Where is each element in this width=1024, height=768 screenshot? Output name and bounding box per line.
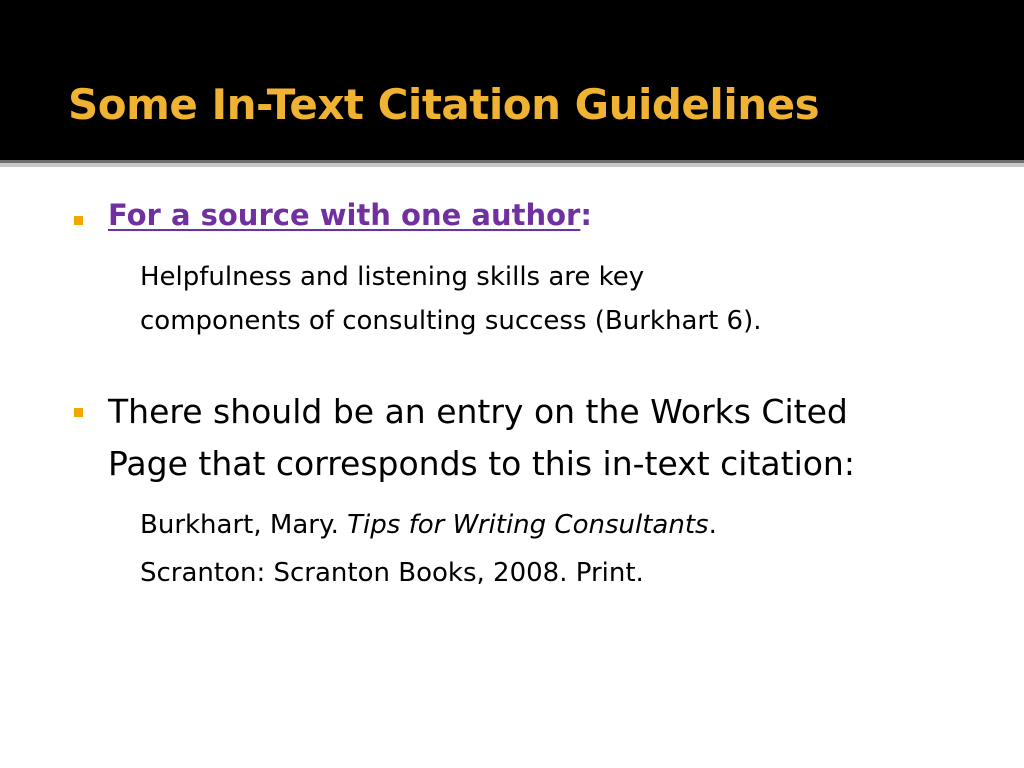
citation-period: . [708, 510, 717, 540]
example-line-2: components of consulting success (Burkhart 6). [140, 306, 762, 336]
example-line-1: Helpfulness and listening skills are key [140, 262, 645, 292]
citation-author: Burkhart, Mary. [140, 510, 348, 540]
heading-colon: : [580, 198, 592, 232]
citation-line-2: Scranton: Scranton Books, 2008. Print. [140, 558, 644, 588]
title-bar [0, 0, 1024, 160]
citation-line-1 [140, 503, 717, 547]
bullet-marker-1 [74, 216, 83, 225]
bullet-2-line-2: Page that corresponds to this in-text citation: [108, 444, 855, 483]
citation-title: Tips for Writing Consultants [347, 510, 709, 540]
slide-title: Some In-Text Citation Guidelines [68, 80, 820, 129]
bullet-2-line-1: There should be an entry on the Works Cited [108, 392, 848, 431]
bullet-marker-2 [74, 408, 83, 417]
one-author-link[interactable]: For a source with one author [108, 198, 581, 232]
title-divider-light [0, 163, 1024, 167]
bullet-1-heading [108, 198, 592, 232]
